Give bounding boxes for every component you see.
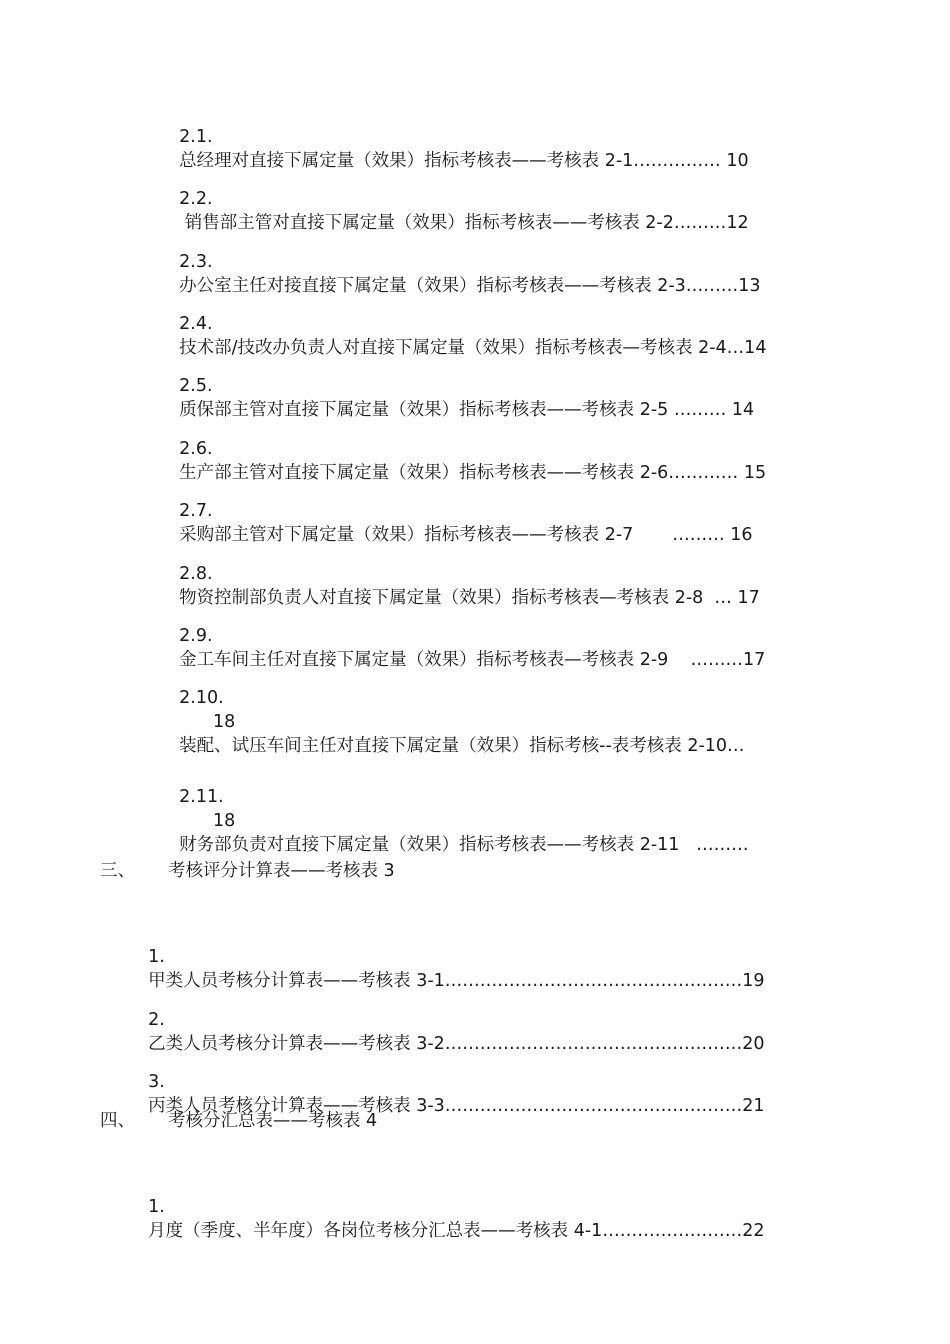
toc-entry-text: 甲类人员考核分计算表——考核表 3-1……………………………………………19 — [148, 971, 765, 991]
toc-entry-text: 物资控制部负责人对直接下属定量（效果）指标考核表—考核表 2-8 … 17 — [179, 588, 760, 608]
toc-entry-number: 2.3. — [179, 252, 213, 272]
toc-entry[interactable] — [168, 350, 754, 422]
toc-entry-text: 采购部主管对下属定量（效果）指标考核表——考核表 2-7 ……… 16 — [179, 525, 753, 545]
toc-entry-page: 18 — [213, 712, 236, 732]
toc-entry-number: 2.8. — [179, 564, 213, 584]
toc-entry-text: 装配、试压车间主任对直接下属定量（效果）指标考核--表考核表 2-10… — [179, 736, 745, 756]
toc-entry-number: 2.6. — [179, 439, 213, 459]
section-number: 三、 — [100, 861, 135, 881]
toc-entry-number: 2.11. — [179, 787, 224, 807]
toc-entry[interactable] — [168, 163, 749, 235]
section-number: 四、 — [100, 1111, 135, 1131]
toc-entry-number: 2.5. — [179, 376, 213, 396]
toc-entry[interactable] — [137, 921, 765, 993]
toc-entry-text: 生产部主管对直接下属定量（效果）指标考核表——考核表 2-6………… 15 — [179, 463, 767, 483]
toc-entry-text: 乙类人员考核分计算表——考核表 3-2……………………………………………20 — [148, 1034, 765, 1054]
toc-entry[interactable] — [137, 1046, 765, 1118]
toc-entry-number: 2. — [148, 1010, 165, 1030]
toc-entry[interactable] — [168, 761, 749, 857]
section-heading[interactable]: 考核分汇总表——考核表 4 — [168, 1111, 378, 1131]
toc-entry-number: 3. — [148, 1072, 165, 1092]
toc-entry-text: 财务部负责对直接下属定量（效果）指标考核表——考核表 2-11 ……… — [179, 835, 749, 855]
toc-entry[interactable] — [168, 475, 753, 547]
toc-entry[interactable] — [137, 1171, 765, 1243]
toc-entry-number: 2.10. — [179, 688, 224, 708]
section-heading[interactable]: 考核评分计算表——考核表 3 — [168, 861, 395, 881]
toc-entry-number: 1. — [148, 947, 165, 967]
toc-entry-number: 2.2. — [179, 189, 213, 209]
toc-entry-text: 质保部主管对直接下属定量（效果）指标考核表——考核表 2-5 ……… 14 — [179, 400, 755, 420]
toc-entry[interactable] — [168, 662, 745, 758]
toc-entry-text: 技术部/技改办负责人对直接下属定量（效果）指标考核表—考核表 2-4…14 — [179, 338, 767, 358]
toc-entry-number: 2.9. — [179, 626, 213, 646]
toc-entry-number: 2.1. — [179, 127, 213, 147]
toc-entry-text: 金工车间主任对直接下属定量（效果）指标考核表—考核表 2-9 ………17 — [179, 650, 766, 670]
toc-entry-number: 2.7. — [179, 501, 213, 521]
toc-entry-text: 销售部主管对直接下属定量（效果）指标考核表——考核表 2-2………12 — [179, 213, 749, 233]
toc-entry-text: 月度（季度、半年度）各岗位考核分汇总表——考核表 4-1……………………22 — [148, 1221, 765, 1241]
toc-entry-number: 1. — [148, 1197, 165, 1217]
toc-entry-text: 总经理对直接下属定量（效果）指标考核表——考核表 2-1…………… 10 — [179, 151, 749, 171]
toc-entry-page: 18 — [213, 811, 236, 831]
toc-entry-text: 办公室主任对接直接下属定量（效果）指标考核表——考核表 2-3………13 — [179, 276, 761, 296]
toc-entry-number: 2.4. — [179, 314, 213, 334]
toc-entry-text: 丙类人员考核分计算表——考核表 3-3……………………………………………21 — [148, 1096, 765, 1116]
